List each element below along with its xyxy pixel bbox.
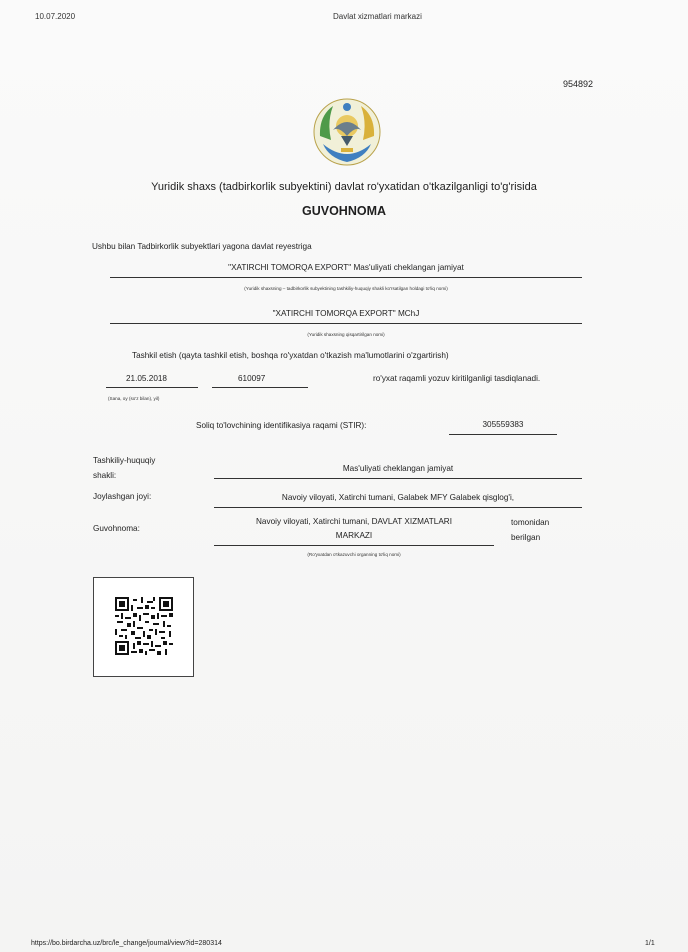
divider — [212, 387, 308, 388]
print-date: 10.07.2020 — [35, 12, 76, 21]
address-value: Navoiy viloyati, Xatirchi tumani, Galabek MFY Galabek qisglog'i, — [281, 493, 515, 502]
establishment-text: Tashkil etish (qayta tashkil etish, boshqa ro'yxatdan o'tkazish ma'lumotlarini o'zgartirish) — [132, 351, 449, 360]
state-emblem-icon — [311, 96, 383, 168]
divider — [110, 277, 582, 278]
stir-label: Soliq to'lovchining identifikasiya raqami (STIR): — [196, 421, 367, 430]
qr-frame — [93, 577, 194, 677]
registration-number: 610097 — [238, 374, 266, 383]
header-title: Davlat xizmatlari markazi — [333, 12, 422, 21]
document-title: Yuridik shaxs (tadbirkorlik subyektini) davlat ro'yxatidan o'tkazilganligi to'g'risida — [151, 181, 537, 193]
intro-text: Ushbu bilan Tadbirkorlik subyektlari yagona davlat reyestriga — [92, 242, 312, 251]
page-number: 1/1 — [645, 940, 655, 947]
registration-confirmation: ro'yxat raqamli yozuv kiritilganligi tasdiqlanadi. — [373, 374, 541, 383]
document-number: 954892 — [563, 79, 594, 89]
divider — [110, 323, 582, 324]
legal-form-value: Mas'uliyati cheklangan jamiyat — [342, 464, 454, 473]
certificate-label: Guvohnoma: — [93, 524, 140, 533]
divider — [214, 507, 582, 508]
issued-suffix-2: berilgan — [511, 533, 541, 542]
full-name-caption: (Yuridik shaxsning – tadbirkorlik subyektining tashkiliy-huquqiy shakli ko'rsatilgan holdagi to'liq nomi) — [244, 286, 448, 291]
registration-date: 21.05.2018 — [126, 374, 167, 383]
company-full-name: "XATIRCHI TOMORQA EXPORT" Mas'uliyati cheklangan jamiyat — [228, 263, 464, 272]
document-heading: GUVOHNOMA — [301, 204, 387, 218]
divider — [214, 545, 494, 546]
address-label: Joylashgan joyi: — [93, 492, 152, 501]
source-url[interactable]: https://bo.birdarcha.uz/brc/le_change/journal/view?id=280314 — [31, 940, 222, 947]
stir-value: 305559383 — [482, 420, 524, 429]
legal-form-label-2: shakli: — [93, 471, 117, 480]
issuer-name-line1: Navoiy viloyati, Xatirchi tumani, DAVLAT XIZMATLARI — [256, 517, 452, 526]
legal-form-label: Tashkiliy-huquqiy — [93, 456, 156, 465]
date-caption: (Sana, oy (so'z bilan), yil) — [108, 396, 160, 401]
divider — [214, 478, 582, 479]
short-name-caption: (Yuridik shaxsning qisqartirilgan nomi) — [307, 332, 385, 337]
issuer-caption: (Ro'yxatdan o'tkazuvchi organning to'liq nomi) — [307, 552, 401, 557]
divider — [106, 387, 198, 388]
qr-code-icon[interactable] — [115, 597, 173, 655]
company-short-name: "XATIRCHI TOMORQA EXPORT" MChJ — [272, 309, 420, 318]
issued-suffix-1: tomonidan — [511, 518, 550, 527]
divider — [449, 434, 557, 435]
issuer-name-line2: MARKAZI — [335, 531, 373, 540]
